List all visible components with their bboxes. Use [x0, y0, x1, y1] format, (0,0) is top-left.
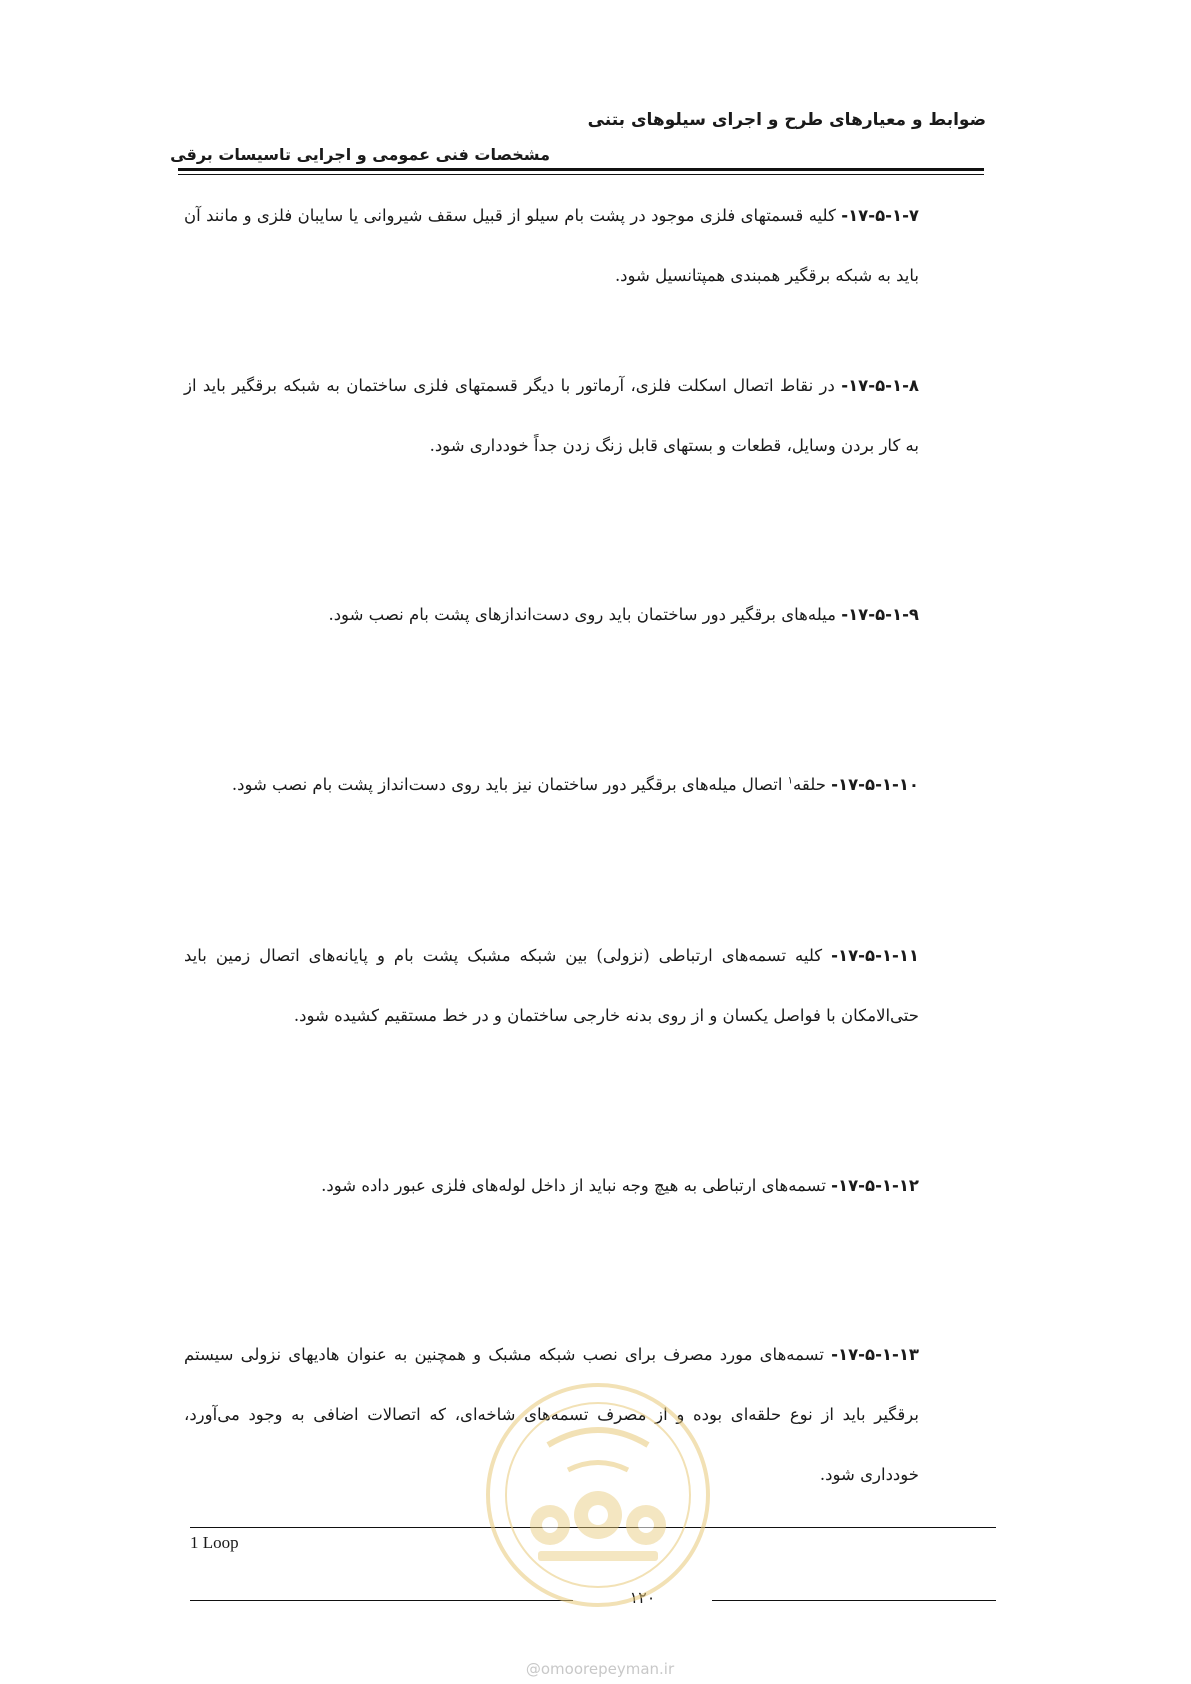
clause-number: ۱۷-۵-۱-۱۳- [831, 1345, 919, 1364]
clause-number: ۱۷-۵-۱-۱۱- [831, 946, 919, 965]
clause-text-continued: اتصال میله‌های برقگیر دور ساختمان نیز باید روی دست‌انداز پشت بام نصب شود. [231, 775, 788, 794]
footnote: 1 Loop [190, 1533, 239, 1552]
clause-number: ۱۷-۵-۱-۹- [841, 605, 919, 624]
clause-17-5-1-7 [184, 186, 919, 306]
clause-17-5-1-9 [184, 585, 919, 645]
header-rule-thin [178, 174, 984, 175]
watermark-url: @omoorepeyman.ir [525, 1660, 675, 1678]
header-title: ضوابط و معیارهای طرح و اجرای سیلوهای بتنی [587, 110, 986, 130]
clause-text: کلیه قسمتهای فلزی موجود در پشت بام سیلو از قبیل سقف شیروانی یا سایبان فلزی و مانند آن باید به شبکه برقگیر همبندی همپتانسیل شود. [184, 206, 919, 285]
footer-rule-right [712, 1600, 996, 1601]
clause-text: تسمه‌های مورد مصرف برای نصب شبکه مشبک و همچنین به عنوان هادیهای نزولی سیستم برقگیر باید از نوع حلقه‌ای بوده و از مصرف تسمه‌های شاخه‌ای، که اتصالات اضافی به وجود می‌آورد، خودداری شود. [184, 1345, 919, 1484]
page-number: ۱۲۰ [629, 1588, 656, 1607]
footnote-marker: ۱ [787, 775, 794, 787]
header-rule-thick [178, 168, 984, 171]
clause-17-5-1-10 [184, 755, 919, 815]
clause-17-5-1-8 [184, 356, 919, 476]
clause-text: تسمه‌های ارتباطی به هیچ وجه نباید از داخل لوله‌های فلزی عبور داده شود. [321, 1176, 832, 1195]
clause-text: میله‌های برقگیر دور ساختمان باید روی دست‌اندازهای پشت بام نصب شود. [328, 605, 842, 624]
watermark-seal-icon [478, 1375, 718, 1615]
clause-17-5-1-12 [184, 1156, 919, 1216]
clause-number: ۱۷-۵-۱-۸- [841, 376, 919, 395]
clause-text: کلیه تسمه‌های ارتباطی (نزولی) بین شبکه مشبک پشت بام و پایانه‌های اتصال زمین باید حتی‌الامکان با فواصل یکسان و از روی بدنه خارجی ساختمان و در خط مستقیم کشیده شود. [184, 946, 919, 1025]
clause-17-5-1-11 [184, 926, 919, 1046]
clause-text: حلقه [793, 775, 832, 794]
header-subtitle: مشخصات فنی عمومی و اجرایی تاسیسات برقی [170, 145, 550, 164]
clause-number: ۱۷-۵-۱-۱۰- [831, 775, 919, 794]
clause-text: در نقاط اتصال اسکلت فلزی، آرماتور با دیگر قسمتهای فلزی ساختمان به شبکه برقگیر باید از به کار بردن وسایل، قطعات و بستهای قابل زنگ زدن جداً خودداری شود. [184, 376, 919, 455]
clause-number: ۱۷-۵-۱-۷- [841, 206, 919, 225]
clause-number: ۱۷-۵-۱-۱۲- [831, 1176, 919, 1195]
